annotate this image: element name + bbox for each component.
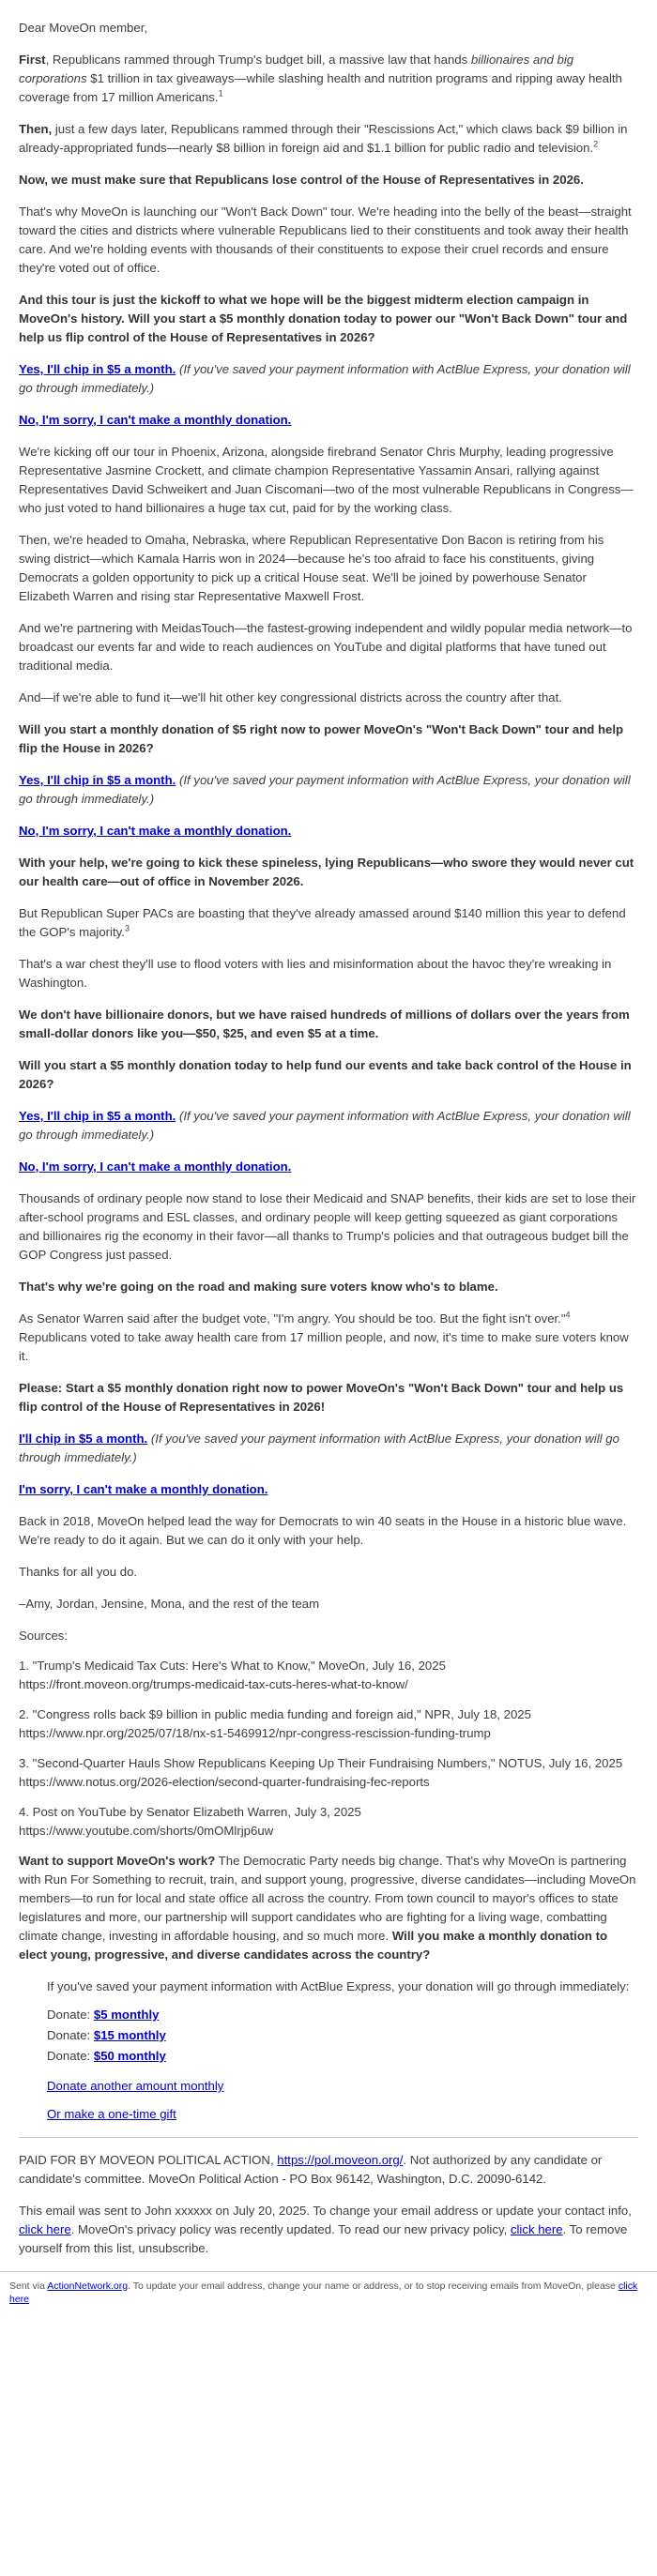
sent-notice xyxy=(19,2202,638,2258)
support-text: The Democratic Party needs big change. That's why MoveOn is partnering with Run For Something to recruit, train, and support young, progressive, diverse candidates—including MoveOn members—to run for local and state office all across the country. From town council to mayor's offices to state legislatures and more, our partnership will support candidates who are fighting for a living wage, combatting climate change, investing in affordable housing, and so much more. xyxy=(19,1854,636,1943)
paragraph-ask-1 xyxy=(19,291,638,347)
paragraph-medicaid: Thousands of ordinary people now stand to lose their Medicaid and SNAP benefits, their kids are set to lose their after-school programs and ESL classes, and ordinary people will keep getting squeezed as giant corporations and billionaires rig the economy in their favor—all thanks to Trump's policies and that outrageous budget bill the GOP Congress just passed. xyxy=(19,1191,636,1262)
donate-another-link[interactable]: Donate another amount monthly xyxy=(47,2079,224,2093)
decline-link-4[interactable]: I'm sorry, I can't make a monthly donation. xyxy=(19,1482,268,1496)
footer-click-here-link[interactable]: click here xyxy=(9,2281,638,2305)
cta2-note: (If you've saved your payment information with ActBlue Express, your donation will go through immediately.) xyxy=(19,773,631,806)
source-cite: 2. "Congress rolls back $9 billion in public media funding and foreign aid," NPR, July 18, 2025 xyxy=(19,1707,531,1721)
support-lead: Want to support MoveOn's work? xyxy=(19,1854,216,1868)
update-contact-link[interactable]: click here xyxy=(19,2222,71,2236)
p3-bold: Now, we must make sure that Republicans lose control of the House of Representatives in 2026. xyxy=(19,173,584,187)
source-cite: 1. "Trump's Medicaid Tax Cuts: Here's What to Know," MoveOn, July 16, 2025 xyxy=(19,1659,446,1673)
sent-text-1: This email was sent to John xxxxxx on July 20, 2025. To change your email address or update your contact info, xyxy=(19,2204,632,2218)
p10-bold: Will you start a monthly donation of $5 right now to power MoveOn's "Won't Back Down" tour and help flip the House in 2026? xyxy=(19,722,624,755)
decline-link-3[interactable]: No, I'm sorry, I can't make a monthly donation. xyxy=(19,1159,292,1174)
footnote-ref-4: 4 xyxy=(565,1310,571,1320)
donate-another xyxy=(47,2077,638,2096)
donate-5-link[interactable]: $5 monthly xyxy=(93,2008,160,2022)
paragraph-meidas: And we're partnering with MeidasTouch—the fastest-growing independent and wildly popular media network—to broadcast our events far and wide to reach audiences on YouTube and digital platforms that have tuned out traditional media. xyxy=(19,621,633,673)
paragraph-tour: That's why MoveOn is launching our "Won't Back Down" tour. We're heading into the belly of the beast—straight toward the cities and districts where vulnerable Republicans lied to their constituents and took away their health care. And we're holding events with thousands of their constituents to expose their cruel records and ensure they're voted out of office. xyxy=(19,205,632,275)
signature: –Amy, Jordan, Jensine, Mona, and the rest of the team xyxy=(19,1597,320,1611)
paragraph-phoenix: We're kicking off our tour in Phoenix, Arizona, alongside firebrand Senator Chris Murphy, leading progressive Representative Jasmine Crockett, and climate champion Representative Yassamin Ansari, rallying against Representatives David Schweikert and Juan Ciscomani—two of the most vulnerable Republicans in Congress—who just voted to hand billionaires a huge tax cut, paid for by the working class. xyxy=(19,445,634,515)
paragraph-support xyxy=(19,1852,638,1964)
source-cite: 4. Post on YouTube by Senator Elizabeth Warren, July 3, 2025 xyxy=(19,1805,361,1819)
source-item xyxy=(19,1657,638,1694)
cta-no-2 xyxy=(19,822,638,841)
footer-prefix: Sent via xyxy=(9,2281,48,2292)
paid-prefix: PAID FOR BY MOVEON POLITICAL ACTION, xyxy=(19,2153,278,2167)
lead-then: Then, xyxy=(19,122,53,136)
paragraph-2018: Back in 2018, MoveOn helped lead the way for Democrats to win 40 seats in the House in a historic blue wave. We're ready to do it again. But we can do it only with your help. xyxy=(19,1514,627,1547)
cta-yes-4 xyxy=(19,1430,638,1467)
source-url: https://www.notus.org/2026-election/second-quarter-fundraising-fec-reports xyxy=(19,1775,430,1789)
cta-no-1 xyxy=(19,411,638,430)
donate-prefix: Donate: xyxy=(47,2028,94,2042)
sent-text-3: . To remove yourself from this list, unsubscribe. xyxy=(19,2222,628,2255)
privacy-policy-link[interactable]: click here xyxy=(510,2222,563,2236)
greeting: Dear MoveOn member, xyxy=(19,21,148,35)
source-url: https://www.youtube.com/shorts/0mOMlrjp6uw xyxy=(19,1824,274,1838)
paragraph-ask-4 xyxy=(19,1379,638,1417)
cta4-note: (If you've saved your payment information with ActBlue Express, your donation will go through immediately.) xyxy=(19,1432,619,1464)
footer-text: . To update your email address, change your name or address, or to stop receiving emails from MoveOn, please xyxy=(128,2281,619,2292)
paragraph-ask-3 xyxy=(19,1056,638,1094)
actionnetwork-link[interactable]: ActionNetwork.org xyxy=(47,2281,129,2292)
pol-moveon-link[interactable]: https://pol.moveon.org/ xyxy=(277,2153,404,2167)
cta-yes-1 xyxy=(19,360,638,398)
sources-heading: Sources: xyxy=(19,1629,69,1643)
paragraph-superpacs xyxy=(19,904,638,942)
p18-text2: Republicans voted to take away health care from 17 million people, and now, it's time to make sure voters know it. xyxy=(19,1330,629,1363)
source-item xyxy=(19,1754,638,1792)
chip-in-link-1[interactable]: Yes, I'll chip in $5 a month. xyxy=(19,362,176,376)
lead-first: First xyxy=(19,53,46,67)
p1-text1: , Republicans rammed through Trump's budget bill, a massive law that hands xyxy=(45,53,471,67)
divider xyxy=(19,2137,638,2138)
cta1-note: (If you've saved your payment information with ActBlue Express, your donation will go through immediately.) xyxy=(19,362,631,395)
cta-yes-2 xyxy=(19,771,638,809)
paragraph-blame xyxy=(19,1278,638,1296)
donate-row xyxy=(47,2026,638,2045)
cta-no-3 xyxy=(19,1158,638,1176)
donate-intro: If you've saved your payment information with ActBlue Express, your donation will go through immediately: xyxy=(47,1979,630,1993)
chip-in-link-3[interactable]: Yes, I'll chip in $5 a month. xyxy=(19,1109,176,1123)
paragraph-omaha: Then, we're headed to Omaha, Nebraska, where Republican Representative Don Bacon is retiring from his swing district—which Kamala Harris won in 2024—because he's too afraid to face his constituents, giving Democrats a golden opportunity to pick up a critical House seat. We'll be joined by powerhouse Senator Elizabeth Warren and rising star Representative Maxwell Frost. xyxy=(19,533,604,603)
paragraph-fund: And—if we're able to fund it—we'll hit other key congressional districts across the country after that. xyxy=(19,690,562,705)
donate-box xyxy=(47,1977,638,2124)
decline-link-2[interactable]: No, I'm sorry, I can't make a monthly donation. xyxy=(19,824,292,838)
spacer xyxy=(47,2068,638,2077)
cta-yes-3 xyxy=(19,1107,638,1144)
chip-in-link-4[interactable]: I'll chip in $5 a month. xyxy=(19,1432,148,1446)
p1-italic: billionaires and big corporations xyxy=(19,53,574,85)
paragraph-help xyxy=(19,854,638,891)
p5-bold: And this tour is just the kickoff to what we hope will be the biggest midterm election campaign in MoveOn's history. Will you start a $5 monthly donation today to power our "Won't Back Down" tour and help us flip control of the House of Representatives in 2026? xyxy=(19,293,628,344)
footnote-ref-2: 2 xyxy=(593,139,599,149)
paragraph-ask-2 xyxy=(19,720,638,758)
paragraph-first xyxy=(19,51,638,107)
cta-no-4 xyxy=(19,1480,638,1499)
donate-15-link[interactable]: $15 monthly xyxy=(93,2028,166,2042)
cta3-note: (If you've saved your payment information with ActBlue Express, your donation will go through immediately.) xyxy=(19,1109,631,1142)
p1-text2: $1 trillion in tax giveaways—while slashing health and nutrition programs and ripping away health coverage from 17 million Americans. xyxy=(19,71,622,104)
paragraph-now xyxy=(19,171,638,189)
support-ask: Will you make a monthly donation to elect young, progressive, and diverse candidates across the country? xyxy=(19,1929,608,1962)
donate-row xyxy=(47,2047,638,2066)
p19-bold: Please: Start a $5 monthly donation right now to power MoveOn's "Won't Back Down" tour and help us flip control of the House of Representatives in 2026! xyxy=(19,1381,624,1414)
p2-text: just a few days later, Republicans rammed through their "Rescissions Act," which claws back $9 billion in already-appropriated funds—nearly $8 billion in foreign aid and $1.1 billion for public radio and television. xyxy=(19,122,628,155)
source-url: https://www.npr.org/2025/07/18/nx-s1-5469912/npr-congress-rescission-funding-trump xyxy=(19,1726,491,1740)
paragraph-warren xyxy=(19,1310,638,1366)
donate-prefix: Donate: xyxy=(47,2008,94,2022)
paid-suffix: . Not authorized by any candidate or candidate's committee. MoveOn Political Action - PO Box 96142, Washington, D.C. 20090-6142. xyxy=(19,2153,603,2186)
source-item xyxy=(19,1705,638,1743)
source-url: https://front.moveon.org/trumps-medicaid-tax-cuts-heres-what-to-know/ xyxy=(19,1677,408,1691)
source-item xyxy=(19,1803,638,1841)
source-cite: 3. "Second-Quarter Hauls Show Republicans Keeping Up Their Fundraising Numbers," NOTUS, July 16, 2025 xyxy=(19,1756,623,1770)
sources xyxy=(19,1627,638,1841)
donate-row xyxy=(47,2006,638,2024)
footer xyxy=(0,2271,657,2306)
footnote-ref-3: 3 xyxy=(124,923,130,933)
p15-bold: Will you start a $5 monthly donation today to help fund our events and take back control of the House in 2026? xyxy=(19,1058,632,1091)
donate-50-link[interactable]: $50 monthly xyxy=(93,2049,166,2063)
donate-onetime xyxy=(47,2105,638,2124)
footnote-ref-1: 1 xyxy=(218,88,223,98)
decline-link-1[interactable]: No, I'm sorry, I can't make a monthly donation. xyxy=(19,413,292,427)
paid-for xyxy=(19,2151,638,2189)
paragraph-warchest: That's a war chest they'll use to flood voters with lies and misinformation about the havoc they're wreaking in Washington. xyxy=(19,957,612,990)
paragraph-small-dollar xyxy=(19,1006,638,1043)
sent-text-2: . MoveOn's privacy policy was recently updated. To read our new privacy policy, xyxy=(70,2222,511,2236)
chip-in-link-2[interactable]: Yes, I'll chip in $5 a month. xyxy=(19,773,176,787)
p11-bold: With your help, we're going to kick these spineless, lying Republicans—who swore they would never cut our health care—out of office in November 2026. xyxy=(19,856,634,888)
p12-text: But Republican Super PACs are boasting that they've already amassed around $140 million this year to defend the GOP's majority. xyxy=(19,906,626,939)
p17-bold: That's why we're going on the road and making sure voters know who's to blame. xyxy=(19,1280,498,1294)
p14-bold: We don't have billionaire donors, but we have raised hundreds of millions of dollars over the years from small-dollar donors like you—$50, $25, and even $5 at a time. xyxy=(19,1008,630,1040)
paragraph-thanks: Thanks for all you do. xyxy=(19,1565,138,1579)
p18-text1: As Senator Warren said after the budget vote, "I'm angry. You should be too. But the fight isn't over." xyxy=(19,1311,566,1326)
donate-prefix: Donate: xyxy=(47,2049,94,2063)
paragraph-then xyxy=(19,120,638,158)
one-time-gift-link[interactable]: Or make a one-time gift xyxy=(47,2107,176,2121)
